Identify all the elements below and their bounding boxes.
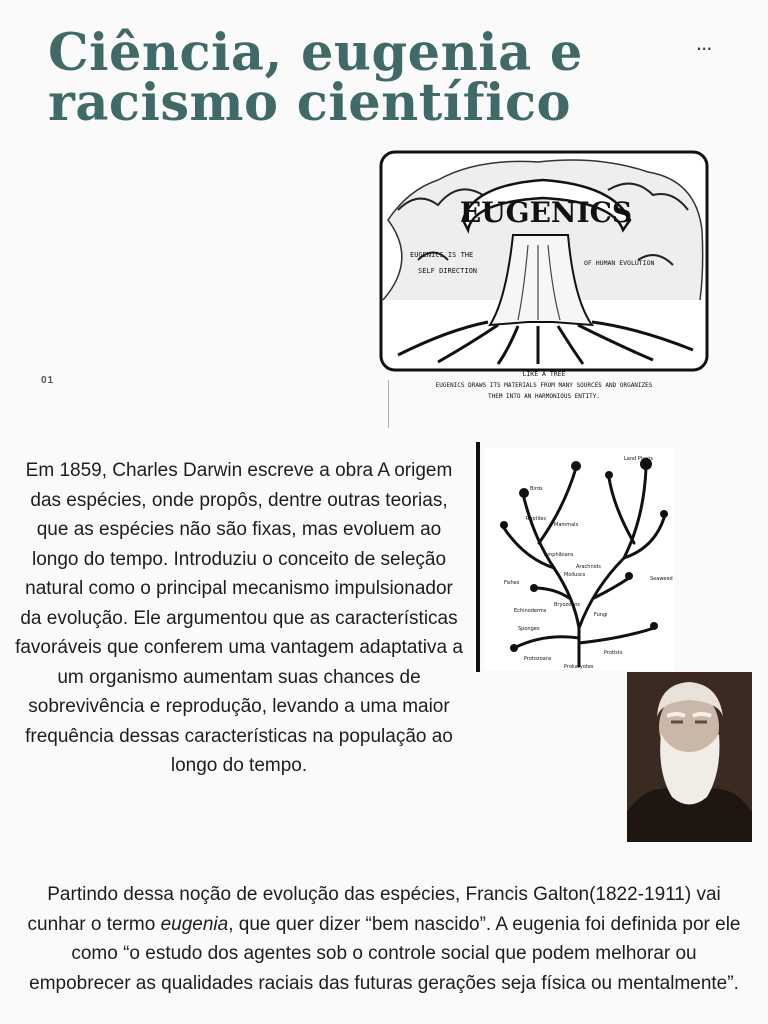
eugenics-caption-3: THEM INTO AN HARMONIOUS ENTITY. bbox=[488, 393, 600, 400]
galton-paragraph bbox=[20, 880, 748, 998]
image-accent-bar bbox=[476, 442, 480, 672]
tree-label: Sponges bbox=[518, 626, 540, 632]
tree-label: Fungi bbox=[594, 612, 608, 618]
eugenia-term: eugenia bbox=[160, 913, 229, 935]
tree-label: Arachnids bbox=[576, 564, 601, 570]
tree-label: Echinoderms bbox=[514, 608, 547, 614]
tree-label: Land Plants bbox=[624, 456, 653, 462]
more-options-icon[interactable]: ... bbox=[696, 30, 712, 55]
eugenics-right-text: OF HUMAN EVOLUTION bbox=[584, 259, 655, 267]
page-number: 01 bbox=[41, 375, 55, 386]
eugenics-caption-1: LIKE A TREE bbox=[522, 370, 566, 378]
eugenics-banner: EUGENICS bbox=[459, 196, 633, 229]
darwin-paragraph: Em 1859, Charles Darwin escreve a obra A origem das espécies, onde propôs, dentre outras teorias, que as espécies não são fixas, mas evoluem ao longo do tempo. Introduziu o conceito de seleção natural como o principal mecanismo impulsionador da evolução. Ele argumentou que as características favoráveis que conferem uma vantagem adaptativa a um organismo aumentam suas chances de sobrevivência e reprodução, levando a uma maior frequência dessas características na população ao longo do tempo. bbox=[15, 460, 463, 776]
tree-label: Molluscs bbox=[564, 572, 586, 578]
tree-label: Mammals bbox=[554, 522, 579, 528]
tree-label: Seaweed bbox=[650, 576, 673, 582]
tree-label: Fishes bbox=[504, 580, 520, 586]
tree-label: Protozoans bbox=[524, 656, 552, 662]
darwin-portrait-image bbox=[627, 672, 752, 842]
eugenics-left-text-1: EUGENICS IS THE bbox=[410, 251, 474, 259]
tree-label: Reptiles bbox=[526, 516, 546, 522]
page-title: Ciência, eugenia e racismo científico bbox=[48, 23, 583, 133]
eugenics-caption-2: EUGENICS DRAWS ITS MATERIALS FROM MANY SOURCES AND ORGANIZES bbox=[435, 382, 653, 389]
tree-label: Bryozoans bbox=[554, 602, 581, 608]
tree-label: Protists bbox=[604, 650, 623, 656]
galton-text-before: Partindo dessa noção de evolução das espécies, Francis Galton(1822-1911) vai cunhar o termo bbox=[27, 884, 721, 935]
eugenics-tree-image bbox=[378, 150, 710, 408]
tree-of-life-image bbox=[484, 448, 674, 670]
galton-text-after: , que quer dizer “bem nascido”. A eugenia foi definida por ele como “o estudo dos agentes sob o controle social que podem melhorar ou empobrecer as qualidades raciais das futuras gerações seja física ou mentalmente”. bbox=[29, 913, 741, 994]
tree-label: Prokaryotes bbox=[564, 664, 594, 670]
eugenics-left-text-2: SELF DIRECTION bbox=[418, 267, 478, 275]
tree-label: Birds bbox=[530, 486, 543, 492]
tree-label: Amphibians bbox=[544, 552, 574, 558]
